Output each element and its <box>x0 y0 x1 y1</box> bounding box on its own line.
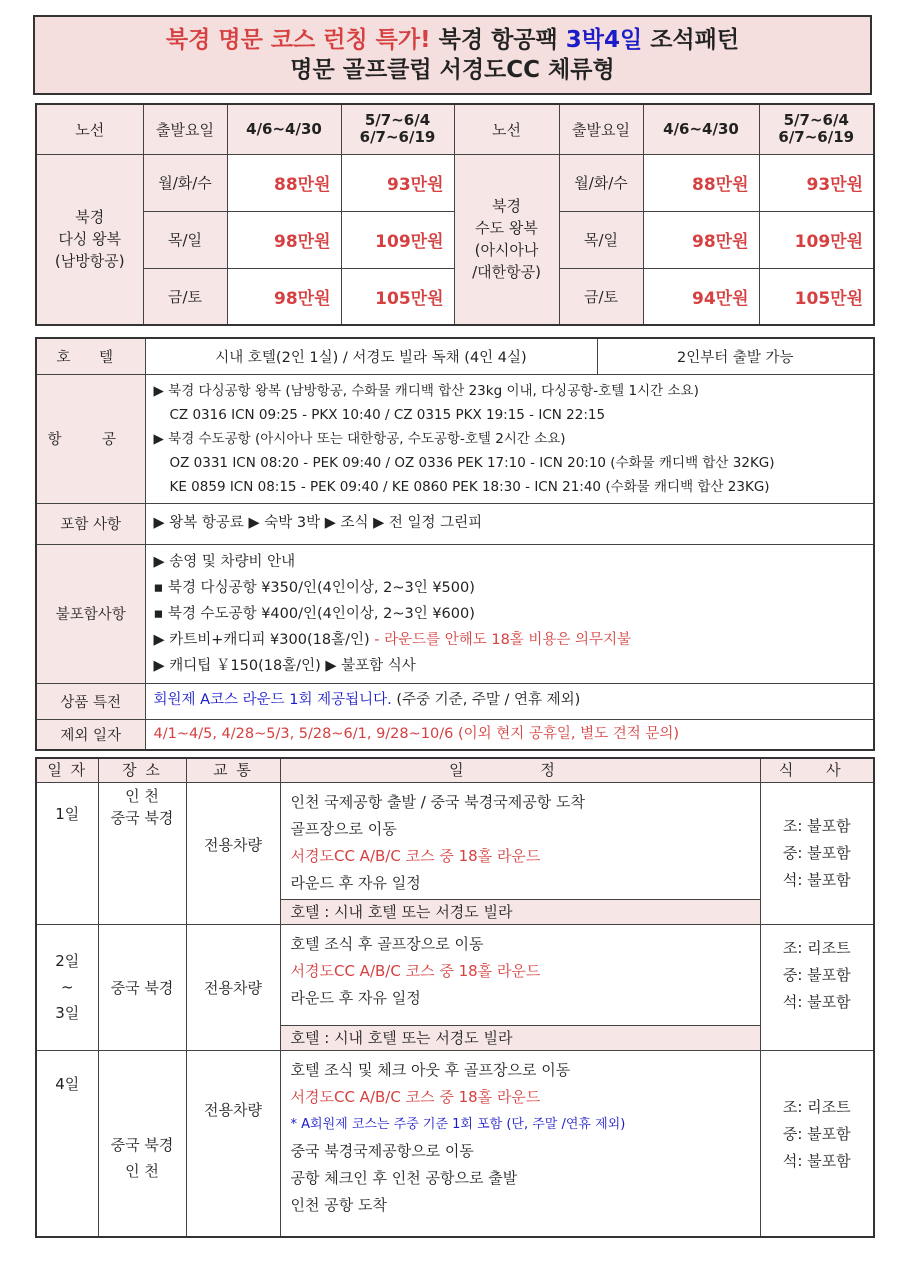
title-promo: 북경 명문 코스 런칭 특가! <box>165 27 431 53</box>
place-cell <box>98 782 186 924</box>
excluded-line: ▶ 캐디팁 ￥150(18홀/인) ▶ 불포함 식사 <box>153 657 416 674</box>
flight-line: KE 0859 ICN 08:15 - PEK 09:40 / KE 0860 PEK 18:30 - ICN 21:40 (수화물 캐디백 합산 23KG) <box>169 478 770 495</box>
route-line: /대한항공) <box>472 263 541 282</box>
price-cell: 93만원 <box>341 154 454 211</box>
plan-line: 인천 국제공항 출발 / 중국 북경국제공항 도착 <box>290 792 585 811</box>
price-cell: 98만원 <box>227 268 341 325</box>
plan-cell <box>280 924 760 1050</box>
plan-line: 라운드 후 자유 일정 <box>290 873 421 892</box>
excluded-mandatory-note: - 라운드를 안해도 18홀 비용은 의무지불 <box>369 631 632 648</box>
price-cell: 93만원 <box>759 154 874 211</box>
title-pattern: 조석패턴 <box>650 27 740 53</box>
meal-lunch: 중: 불포함 <box>782 1124 851 1143</box>
header-period1: 4/6~4/30 <box>227 104 341 154</box>
place-line: 중국 북경 <box>110 1136 174 1155</box>
plan-line: 공항 체크인 후 인천 공항으로 출발 <box>290 1168 518 1187</box>
header-departure-day: 출발요일 <box>559 104 643 154</box>
header-period2-b: 6/7~6/19 <box>359 128 436 147</box>
excluded-line: ▶ 송영 및 차량비 안내 <box>153 553 296 570</box>
benefit-value <box>145 683 874 719</box>
plan-line-round: 서경도CC A/B/C 코스 중 18홀 라운드 <box>290 846 541 865</box>
excluded-info <box>145 544 874 683</box>
place-cell <box>98 1050 186 1237</box>
flight-line: ▶ 북경 수도공항 (아시아나 또는 대한항공, 수도공항-호텔 2시간 소요) <box>153 430 566 447</box>
min-travelers: 2인부터 출발 가능 <box>597 338 874 374</box>
price-table <box>35 103 875 326</box>
schedule-header-transport: 교 통 <box>186 758 280 782</box>
plan-line: 라운드 후 자유 일정 <box>290 988 421 1007</box>
place-line: 인 천 <box>125 786 159 805</box>
day-cell: 금/토 <box>559 268 643 325</box>
day-cell: 월/화/수 <box>143 154 227 211</box>
flight-info <box>145 374 874 503</box>
route-line: (남방항공) <box>54 252 125 271</box>
plan-line: 호텔 조식 후 골프장으로 이동 <box>290 934 484 953</box>
blackout-label: 제외 일자 <box>36 719 145 750</box>
place-line: 인 천 <box>125 1162 159 1181</box>
excluded-line <box>154 627 866 653</box>
price-cell: 105만원 <box>759 268 874 325</box>
route-line: 다싱 왕복 <box>58 230 122 249</box>
header-route: 노선 <box>454 104 559 154</box>
flight-label: 항 공 <box>36 374 145 503</box>
place-cell: 중국 북경 <box>98 924 186 1050</box>
title-duration: 3박4일 <box>565 27 643 53</box>
meal-cell <box>760 782 874 924</box>
header-period2-a: 5/7~6/4 <box>783 111 849 130</box>
header-period1: 4/6~4/30 <box>643 104 759 154</box>
excluded-line: ▪ 북경 다싱공항 ¥350/인(4인이상, 2~3인 ¥500) <box>153 579 475 596</box>
header-period2-a: 5/7~6/4 <box>364 111 431 130</box>
header-route: 노선 <box>36 104 143 154</box>
header-period2 <box>341 104 454 154</box>
place-line: 중국 북경 <box>110 808 174 827</box>
day-cell: 목/일 <box>559 211 643 268</box>
schedule-header-day: 일 자 <box>36 758 98 782</box>
schedule-table <box>35 757 875 1238</box>
transport-cell: 전용차량 <box>186 782 280 924</box>
route-capital <box>454 154 559 325</box>
plan-line-round: 서경도CC A/B/C 코스 중 18홀 라운드 <box>290 1087 541 1106</box>
schedule-header-place: 장 소 <box>98 758 186 782</box>
plan-line: 호텔 조식 및 체크 아웃 후 골프장으로 이동 <box>290 1060 571 1079</box>
price-cell: 88만원 <box>227 154 341 211</box>
transport-cell: 전용차량 <box>186 1050 280 1237</box>
price-cell: 88만원 <box>643 154 759 211</box>
schedule-header-meal: 식 사 <box>760 758 874 782</box>
meal-breakfast: 조: 불포함 <box>782 816 851 835</box>
header-period2-b: 6/7~6/19 <box>778 128 855 147</box>
plan-cell <box>280 782 760 924</box>
title-line2: 명문 골프클럽 서경도CC 체류형 <box>290 57 615 83</box>
meal-dinner: 석: 불포함 <box>782 1151 851 1170</box>
meal-dinner: 석: 불포함 <box>782 870 851 889</box>
route-line: 북경 <box>75 208 105 227</box>
included-label: 포함 사항 <box>36 503 145 544</box>
transport-cell: 전용차량 <box>186 924 280 1050</box>
blackout-value: 4/1~4/5, 4/28~5/3, 5/28~6/1, 9/28~10/6 (이외 현지 공휴일, 별도 견적 문의) <box>145 719 874 750</box>
meal-cell <box>760 924 874 1050</box>
day-label: 1일 <box>36 782 98 924</box>
price-cell: 98만원 <box>227 211 341 268</box>
price-cell: 94만원 <box>643 268 759 325</box>
benefit-label: 상품 특전 <box>36 683 145 719</box>
flight-line: CZ 0316 ICN 09:25 - PKX 10:40 / CZ 0315 PKX 19:15 - ICN 22:15 <box>169 406 606 423</box>
day-cell: 금/토 <box>143 268 227 325</box>
plan-line: 인천 공항 도착 <box>290 1195 387 1214</box>
schedule-row-day4 <box>36 1050 874 1237</box>
day-label: 4일 <box>36 1050 98 1237</box>
plan-line: 골프장으로 이동 <box>290 819 397 838</box>
benefit-main: 회원제 A코스 라운드 1회 제공됩니다. <box>153 692 392 709</box>
day-line: 3일 <box>55 1004 80 1022</box>
title-line1 <box>35 25 870 55</box>
schedule-header-plan: 일 정 <box>280 758 760 782</box>
plan-cell <box>280 1050 760 1237</box>
hotel-bar: 호텔 : 시내 호텔 또는 서경도 빌라 <box>281 899 760 924</box>
meal-breakfast: 조: 리조트 <box>782 1097 851 1116</box>
price-cell: 109만원 <box>341 211 454 268</box>
route-line: (아시아나 <box>474 241 539 260</box>
plan-line-round: 서경도CC A/B/C 코스 중 18홀 라운드 <box>290 961 541 980</box>
excluded-label: 불포함사항 <box>36 544 145 683</box>
meal-dinner: 석: 불포함 <box>782 992 851 1011</box>
excluded-line: ▪ 북경 수도공항 ¥400/인(4인이상, 2~3인 ¥600) <box>153 605 475 622</box>
header-period2 <box>759 104 874 154</box>
title-banner <box>33 15 872 95</box>
route-daxing <box>36 154 143 325</box>
meal-cell <box>760 1050 874 1237</box>
hotel-value: 시내 호텔(2인 1실) / 서경도 빌라 독채 (4인 4실) <box>145 338 597 374</box>
hotel-bar: 호텔 : 시내 호텔 또는 서경도 빌라 <box>281 1025 760 1050</box>
schedule-row-day1 <box>36 782 874 924</box>
day-cell: 목/일 <box>143 211 227 268</box>
header-departure-day: 출발요일 <box>143 104 227 154</box>
price-cell: 109만원 <box>759 211 874 268</box>
route-line: 수도 왕복 <box>475 219 538 238</box>
day-line: 2일 <box>55 952 80 970</box>
price-cell: 105만원 <box>341 268 454 325</box>
info-table <box>35 337 875 751</box>
meal-lunch: 중: 불포함 <box>782 965 851 984</box>
route-line: 북경 <box>492 197 521 216</box>
day-label <box>36 924 98 1050</box>
flight-line: ▶ 북경 다싱공항 왕복 (남방항공, 수화물 캐디백 합산 23kg 이내, 다싱공항-호텔 1시간 소요) <box>153 382 699 399</box>
meal-breakfast: 조: 리조트 <box>782 938 851 957</box>
hotel-label: 호 텔 <box>36 338 145 374</box>
price-cell: 98만원 <box>643 211 759 268</box>
plan-note: * A회원제 코스는 주중 기준 1회 포함 (단, 주말 /연휴 제외) <box>290 1116 626 1132</box>
title-pack: 북경 항공팩 <box>438 27 558 53</box>
day-cell: 월/화/수 <box>559 154 643 211</box>
benefit-condition: (주중 기준, 주말 / 연휴 제외) <box>391 692 581 709</box>
included-value: ▶ 왕복 항공료 ▶ 숙박 3박 ▶ 조식 ▶ 전 일정 그린피 <box>145 503 874 544</box>
meal-lunch: 중: 불포함 <box>782 843 851 862</box>
schedule-row-day2-3 <box>36 924 874 1050</box>
flight-line: OZ 0331 ICN 08:20 - PEK 09:40 / OZ 0336 PEK 17:10 - ICN 20:10 (수화물 캐디백 합산 32KG) <box>169 454 775 471</box>
plan-line: 중국 북경국제공항으로 이동 <box>290 1141 474 1160</box>
day-line: ~ <box>60 978 74 996</box>
excluded-cart-fee: ▶ 카트비+캐디피 ¥300(18홀/인) <box>153 631 370 648</box>
